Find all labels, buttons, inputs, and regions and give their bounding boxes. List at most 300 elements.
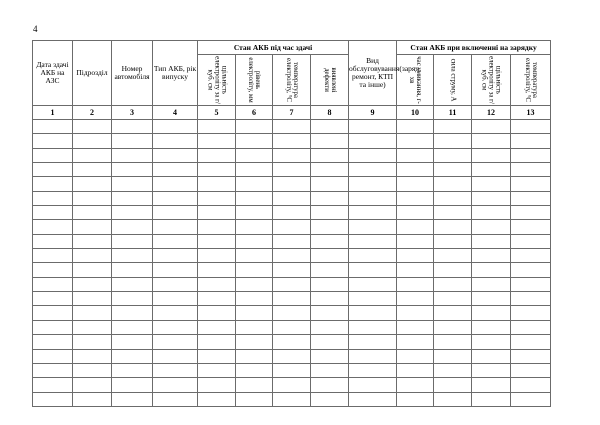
table-cell[interactable] xyxy=(33,306,73,320)
table-cell[interactable] xyxy=(434,363,472,377)
table-cell[interactable] xyxy=(311,335,349,349)
table-cell[interactable] xyxy=(33,120,73,134)
table-cell[interactable] xyxy=(198,320,236,334)
table-cell[interactable] xyxy=(236,177,273,191)
table-cell[interactable] xyxy=(397,134,434,148)
table-row xyxy=(33,206,551,220)
table-cell[interactable] xyxy=(236,120,273,134)
table-cell[interactable] xyxy=(33,148,73,162)
table-cell[interactable] xyxy=(73,234,112,248)
table-cell[interactable] xyxy=(153,134,198,148)
table-cell[interactable] xyxy=(311,163,349,177)
table-cell[interactable] xyxy=(153,306,198,320)
table-cell[interactable] xyxy=(397,191,434,205)
table-cell[interactable] xyxy=(434,163,472,177)
table-cell[interactable] xyxy=(73,134,112,148)
table-cell[interactable] xyxy=(397,206,434,220)
table-cell[interactable] xyxy=(434,335,472,349)
table-cell[interactable] xyxy=(273,148,311,162)
battery-log-table xyxy=(32,40,551,407)
table-cell[interactable] xyxy=(153,220,198,234)
table-cell[interactable] xyxy=(198,392,236,406)
header-cell-11: сила струму, А xyxy=(434,55,472,106)
table-cell[interactable] xyxy=(198,277,236,291)
table-row xyxy=(33,120,551,134)
table-cell[interactable] xyxy=(511,363,551,377)
table-cell[interactable] xyxy=(73,320,112,334)
table-cell[interactable] xyxy=(511,134,551,148)
table-cell[interactable] xyxy=(33,378,73,392)
table-cell[interactable] xyxy=(511,206,551,220)
column-number: 1 xyxy=(33,106,73,120)
table-cell[interactable] xyxy=(472,206,511,220)
table-cell[interactable] xyxy=(349,263,397,277)
table-cell[interactable] xyxy=(73,120,112,134)
table-cell[interactable] xyxy=(472,177,511,191)
table-cell[interactable] xyxy=(33,363,73,377)
table-cell[interactable] xyxy=(397,292,434,306)
table-cell[interactable] xyxy=(73,249,112,263)
table-cell[interactable] xyxy=(273,378,311,392)
table-cell[interactable] xyxy=(349,148,397,162)
table-cell[interactable] xyxy=(236,320,273,334)
table-cell[interactable] xyxy=(397,220,434,234)
table-cell[interactable] xyxy=(434,134,472,148)
table-cell[interactable] xyxy=(236,234,273,248)
table-cell[interactable] xyxy=(73,206,112,220)
table-cell[interactable] xyxy=(311,378,349,392)
table-cell[interactable] xyxy=(198,120,236,134)
table-cell[interactable] xyxy=(112,335,153,349)
table-cell[interactable] xyxy=(33,263,73,277)
table-cell[interactable] xyxy=(153,191,198,205)
table-cell[interactable] xyxy=(434,349,472,363)
table-cell[interactable] xyxy=(349,134,397,148)
table-cell[interactable] xyxy=(33,191,73,205)
table-row xyxy=(33,306,551,320)
header-cell-10: час умикання, г-хв xyxy=(397,55,434,106)
table-cell[interactable] xyxy=(511,349,551,363)
table-cell[interactable] xyxy=(153,148,198,162)
table-cell[interactable] xyxy=(33,249,73,263)
table-cell[interactable] xyxy=(273,234,311,248)
table-cell[interactable] xyxy=(349,277,397,291)
table-cell[interactable] xyxy=(153,392,198,406)
table-cell[interactable] xyxy=(311,392,349,406)
table-cell[interactable] xyxy=(236,277,273,291)
table-cell[interactable] xyxy=(236,249,273,263)
table-cell[interactable] xyxy=(349,320,397,334)
table-cell[interactable] xyxy=(153,120,198,134)
table-cell[interactable] xyxy=(236,220,273,234)
table-cell[interactable] xyxy=(112,378,153,392)
table-cell[interactable] xyxy=(112,306,153,320)
table-cell[interactable] xyxy=(198,363,236,377)
group-header-charging: Стан АКБ при включенні на зарядку xyxy=(397,41,551,55)
table-cell[interactable] xyxy=(236,206,273,220)
table-cell[interactable] xyxy=(33,220,73,234)
table-cell[interactable] xyxy=(73,177,112,191)
table-cell[interactable] xyxy=(153,249,198,263)
table-cell[interactable] xyxy=(311,120,349,134)
table-cell[interactable] xyxy=(198,206,236,220)
table-cell[interactable] xyxy=(273,320,311,334)
column-number: 10 xyxy=(397,106,434,120)
header-row-groups xyxy=(33,41,551,55)
table-cell[interactable] xyxy=(33,206,73,220)
column-number: 8 xyxy=(311,106,349,120)
table-cell[interactable] xyxy=(33,163,73,177)
table-cell[interactable] xyxy=(112,320,153,334)
table-row xyxy=(33,134,551,148)
table-cell[interactable] xyxy=(273,177,311,191)
table-cell[interactable] xyxy=(311,234,349,248)
table-cell[interactable] xyxy=(472,306,511,320)
table-cell[interactable] xyxy=(472,349,511,363)
table-cell[interactable] xyxy=(511,335,551,349)
table-cell[interactable] xyxy=(153,206,198,220)
table-cell[interactable] xyxy=(434,249,472,263)
table-cell[interactable] xyxy=(434,392,472,406)
table-cell[interactable] xyxy=(153,263,198,277)
table-cell[interactable] xyxy=(198,177,236,191)
table-cell[interactable] xyxy=(349,349,397,363)
table-cell[interactable] xyxy=(434,292,472,306)
table-cell[interactable] xyxy=(511,306,551,320)
table-cell[interactable] xyxy=(349,378,397,392)
table-cell[interactable] xyxy=(112,234,153,248)
table-cell[interactable] xyxy=(472,320,511,334)
table-cell[interactable] xyxy=(397,335,434,349)
table-cell[interactable] xyxy=(511,249,551,263)
table-cell[interactable] xyxy=(112,134,153,148)
table-cell[interactable] xyxy=(349,234,397,248)
table-cell[interactable] xyxy=(273,206,311,220)
table-cell[interactable] xyxy=(311,134,349,148)
table-row xyxy=(33,277,551,291)
table-cell[interactable] xyxy=(198,249,236,263)
table-cell[interactable] xyxy=(397,349,434,363)
table-cell[interactable] xyxy=(472,220,511,234)
table-cell[interactable] xyxy=(311,177,349,191)
table-cell[interactable] xyxy=(349,120,397,134)
table-cell[interactable] xyxy=(397,277,434,291)
table-cell[interactable] xyxy=(397,320,434,334)
table-cell[interactable] xyxy=(273,292,311,306)
table-cell[interactable] xyxy=(349,163,397,177)
table-cell[interactable] xyxy=(153,292,198,306)
column-number: 9 xyxy=(349,106,397,120)
table-row xyxy=(33,234,551,248)
table-cell[interactable] xyxy=(33,335,73,349)
table-cell[interactable] xyxy=(273,220,311,234)
table-cell[interactable] xyxy=(236,349,273,363)
table-cell[interactable] xyxy=(198,292,236,306)
table-cell[interactable] xyxy=(112,191,153,205)
table-cell[interactable] xyxy=(434,263,472,277)
table-cell[interactable] xyxy=(33,134,73,148)
table-cell[interactable] xyxy=(236,306,273,320)
table-cell[interactable] xyxy=(311,191,349,205)
table-cell[interactable] xyxy=(33,277,73,291)
table-cell[interactable] xyxy=(153,277,198,291)
table-cell[interactable] xyxy=(73,378,112,392)
table-cell[interactable] xyxy=(434,206,472,220)
table-cell[interactable] xyxy=(397,148,434,162)
table-row xyxy=(33,335,551,349)
header-cell-3: Номер автомобіля xyxy=(112,41,153,106)
table-cell[interactable] xyxy=(273,392,311,406)
table-cell[interactable] xyxy=(236,263,273,277)
table-cell[interactable] xyxy=(472,392,511,406)
table-cell[interactable] xyxy=(434,148,472,162)
table-cell[interactable] xyxy=(472,191,511,205)
table-cell[interactable] xyxy=(311,292,349,306)
table-cell[interactable] xyxy=(112,249,153,263)
header-cell-2: Підрозділ xyxy=(73,41,112,106)
table-cell[interactable] xyxy=(311,349,349,363)
table-cell[interactable] xyxy=(273,363,311,377)
table-cell[interactable] xyxy=(311,148,349,162)
table-cell[interactable] xyxy=(511,177,551,191)
table-cell[interactable] xyxy=(73,263,112,277)
table-cell[interactable] xyxy=(311,277,349,291)
table-cell[interactable] xyxy=(511,220,551,234)
table-cell[interactable] xyxy=(273,349,311,363)
table-cell[interactable] xyxy=(112,392,153,406)
table-cell[interactable] xyxy=(73,392,112,406)
table-cell[interactable] xyxy=(273,191,311,205)
table-cell[interactable] xyxy=(472,263,511,277)
table-cell[interactable] xyxy=(311,263,349,277)
table-cell[interactable] xyxy=(273,120,311,134)
table-cell[interactable] xyxy=(472,363,511,377)
header-cell-9: Вид обслуговування(заряд, ремонт, КТП та інше) xyxy=(349,41,397,106)
table-cell[interactable] xyxy=(112,220,153,234)
table-cell[interactable] xyxy=(397,120,434,134)
table-cell[interactable] xyxy=(236,335,273,349)
table-cell[interactable] xyxy=(397,263,434,277)
table-cell[interactable] xyxy=(73,292,112,306)
table-cell[interactable] xyxy=(33,349,73,363)
table-cell[interactable] xyxy=(153,234,198,248)
table-cell[interactable] xyxy=(511,191,551,205)
table-cell[interactable] xyxy=(73,306,112,320)
column-number: 4 xyxy=(153,106,198,120)
table-cell[interactable] xyxy=(472,292,511,306)
table-cell[interactable] xyxy=(349,335,397,349)
table-cell[interactable] xyxy=(73,191,112,205)
table-cell[interactable] xyxy=(198,148,236,162)
table-cell[interactable] xyxy=(472,163,511,177)
table-cell[interactable] xyxy=(349,191,397,205)
table-cell[interactable] xyxy=(273,335,311,349)
table-cell[interactable] xyxy=(311,249,349,263)
table-cell[interactable] xyxy=(273,263,311,277)
table-cell[interactable] xyxy=(511,234,551,248)
table-cell[interactable] xyxy=(434,220,472,234)
column-number: 12 xyxy=(472,106,511,120)
table-cell[interactable] xyxy=(311,306,349,320)
table-cell[interactable] xyxy=(236,148,273,162)
table-cell[interactable] xyxy=(198,263,236,277)
table-cell[interactable] xyxy=(198,234,236,248)
table-cell[interactable] xyxy=(112,120,153,134)
table-cell[interactable] xyxy=(73,277,112,291)
table-cell[interactable] xyxy=(198,220,236,234)
table-cell[interactable] xyxy=(112,292,153,306)
column-number: 13 xyxy=(511,106,551,120)
table-cell[interactable] xyxy=(236,392,273,406)
table-cell[interactable] xyxy=(273,163,311,177)
table-cell[interactable] xyxy=(73,335,112,349)
table-cell[interactable] xyxy=(472,249,511,263)
table-cell[interactable] xyxy=(112,363,153,377)
table-cell[interactable] xyxy=(397,306,434,320)
table-cell[interactable] xyxy=(236,378,273,392)
table-row xyxy=(33,191,551,205)
header-cell-12: щільність електроліту за г/куб. см xyxy=(472,55,511,106)
table-cell[interactable] xyxy=(153,363,198,377)
table-cell[interactable] xyxy=(153,177,198,191)
table-cell[interactable] xyxy=(434,320,472,334)
table-cell[interactable] xyxy=(33,234,73,248)
table-cell[interactable] xyxy=(198,191,236,205)
table-cell[interactable] xyxy=(349,306,397,320)
header-cell-13: температура електроліту, °С xyxy=(511,55,551,106)
table-cell[interactable] xyxy=(112,263,153,277)
table-cell[interactable] xyxy=(472,134,511,148)
table-cell[interactable] xyxy=(349,392,397,406)
table-cell[interactable] xyxy=(349,249,397,263)
table-cell[interactable] xyxy=(349,363,397,377)
table-row xyxy=(33,177,551,191)
table-cell[interactable] xyxy=(349,206,397,220)
table-cell[interactable] xyxy=(236,191,273,205)
table-row xyxy=(33,163,551,177)
table-cell[interactable] xyxy=(153,378,198,392)
table-cell[interactable] xyxy=(397,392,434,406)
table-cell[interactable] xyxy=(511,263,551,277)
table-cell[interactable] xyxy=(397,163,434,177)
table-cell[interactable] xyxy=(112,349,153,363)
table-cell[interactable] xyxy=(112,277,153,291)
table-row xyxy=(33,249,551,263)
table-cell[interactable] xyxy=(236,163,273,177)
table-cell[interactable] xyxy=(434,378,472,392)
table-cell[interactable] xyxy=(511,378,551,392)
table-cell[interactable] xyxy=(472,277,511,291)
table-cell[interactable] xyxy=(33,292,73,306)
table-cell[interactable] xyxy=(397,363,434,377)
table-row xyxy=(33,292,551,306)
table-cell[interactable] xyxy=(236,363,273,377)
table-cell[interactable] xyxy=(311,206,349,220)
table-cell[interactable] xyxy=(153,320,198,334)
table-cell[interactable] xyxy=(434,306,472,320)
table-cell[interactable] xyxy=(397,249,434,263)
table-cell[interactable] xyxy=(112,148,153,162)
table-cell[interactable] xyxy=(73,363,112,377)
table-cell[interactable] xyxy=(472,335,511,349)
table-cell[interactable] xyxy=(511,392,551,406)
table-cell[interactable] xyxy=(198,163,236,177)
table-cell[interactable] xyxy=(397,177,434,191)
table-cell[interactable] xyxy=(112,206,153,220)
column-number: 5 xyxy=(198,106,236,120)
table-cell[interactable] xyxy=(511,163,551,177)
table-row xyxy=(33,220,551,234)
table-cell[interactable] xyxy=(511,277,551,291)
table-cell[interactable] xyxy=(33,177,73,191)
table-cell[interactable] xyxy=(434,234,472,248)
table-cell[interactable] xyxy=(349,292,397,306)
column-number: 11 xyxy=(434,106,472,120)
table-cell[interactable] xyxy=(33,392,73,406)
table-cell[interactable] xyxy=(511,120,551,134)
table-cell[interactable] xyxy=(273,306,311,320)
table-cell[interactable] xyxy=(434,177,472,191)
table-cell[interactable] xyxy=(472,120,511,134)
table-cell[interactable] xyxy=(198,378,236,392)
table-cell[interactable] xyxy=(511,148,551,162)
table-cell[interactable] xyxy=(311,320,349,334)
table-row xyxy=(33,349,551,363)
table-cell[interactable] xyxy=(236,292,273,306)
table-cell[interactable] xyxy=(397,378,434,392)
table-cell[interactable] xyxy=(511,320,551,334)
table-cell[interactable] xyxy=(273,277,311,291)
table-cell[interactable] xyxy=(434,120,472,134)
table-cell[interactable] xyxy=(236,134,273,148)
table-cell[interactable] xyxy=(311,220,349,234)
table-cell[interactable] xyxy=(511,292,551,306)
header-cell-5: щільність електроліту за г/куб. см xyxy=(198,55,236,106)
table-cell[interactable] xyxy=(73,148,112,162)
table-cell[interactable] xyxy=(273,249,311,263)
table-cell[interactable] xyxy=(434,191,472,205)
table-cell[interactable] xyxy=(273,134,311,148)
table-cell[interactable] xyxy=(112,163,153,177)
table-cell[interactable] xyxy=(112,177,153,191)
table-cell[interactable] xyxy=(33,320,73,334)
header-cell-1: Дата здачі АКБ на АЗС xyxy=(33,41,73,106)
header-cell-4: Тип АКБ, рік випуску xyxy=(153,41,198,106)
table-cell[interactable] xyxy=(311,363,349,377)
table-cell[interactable] xyxy=(73,349,112,363)
table-cell[interactable] xyxy=(153,349,198,363)
table-cell[interactable] xyxy=(198,134,236,148)
table-cell[interactable] xyxy=(397,234,434,248)
table-cell[interactable] xyxy=(349,177,397,191)
header-cell-8: виявлені дефекти xyxy=(311,55,349,106)
table-cell[interactable] xyxy=(472,234,511,248)
header-cell-6: рівень електроліту, мм xyxy=(236,55,273,106)
table-cell[interactable] xyxy=(153,163,198,177)
table-cell[interactable] xyxy=(73,163,112,177)
table-cell[interactable] xyxy=(198,335,236,349)
table-cell[interactable] xyxy=(472,148,511,162)
table-cell[interactable] xyxy=(434,277,472,291)
header-cell-7: температура електроліту, °С xyxy=(273,55,311,106)
table-row xyxy=(33,320,551,334)
table-cell[interactable] xyxy=(198,306,236,320)
table-cell[interactable] xyxy=(472,378,511,392)
table-cell[interactable] xyxy=(73,220,112,234)
table-cell[interactable] xyxy=(349,220,397,234)
table-cell[interactable] xyxy=(198,349,236,363)
table-cell[interactable] xyxy=(153,335,198,349)
